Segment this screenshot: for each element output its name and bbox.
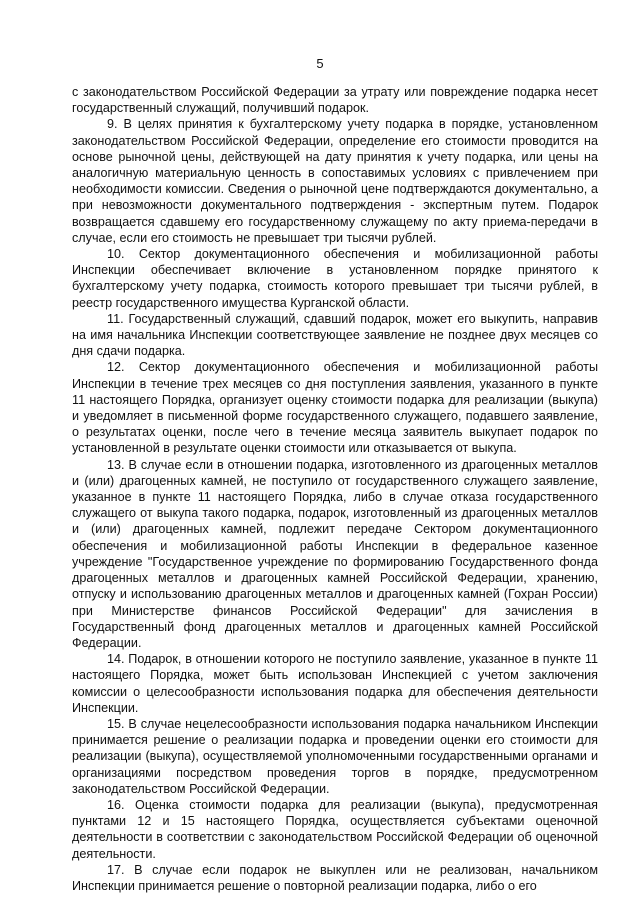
page-number: 5 (316, 56, 324, 71)
paragraph-9: 9. В целях принятия к бухгалтерскому учету подарка в порядке, установленном законодательством Российской Федерации, определение его стоимости проводится на основе рыночной цены, действующей на дату принятия к учету подарка, или цены на аналогичную материальную ценность в сопоставимых условиях с привлечением при необходимости комиссии. Сведения о рыночной цене подтверждаются документально, а при невозможности документального подтверждения - экспертным путем. Подарок возвращается сдавшему его государственному служащему по акту приема-передачи в случае, если его стоимость не превышает три тысячи рублей. (72, 117, 598, 245)
paragraph-continuation: с законодательством Российской Федерации за утрату или повреждение подарка несет государственный служащий, получивший подарок. (72, 85, 598, 116)
paragraph-16: 16. Оценка стоимости подарка для реализации (выкупа), предусмотренная пунктами 12 и 15 настоящего Порядка, осуществляется субъектами оценочной деятельности в соответствии с законодательством Российской Федерации об оценочной деятельности. (72, 797, 598, 861)
paragraph-12: 12. Сектор документационного обеспечения и мобилизационной работы Инспекции в течение трех месяцев со дня поступления заявления, указанного в пункте 11 настоящего Порядка, организует оценку стоимости подарка для реализации (выкупа) и уведомляет в письменной форме государственного служащего, подавшего заявление, о результатах оценки, после чего в течение месяца заявитель выкупает подарок по установленной в результате оценки стоимости или отказывается от выкупа. (72, 360, 598, 456)
paragraph-15: 15. В случае нецелесообразности использования подарка начальником Инспекции принимается решение о реализации подарка и проведении оценки его стоимости для реализации (выкупа), осуществляемой уполномоченными государственными органами и организациями посредством проведения торгов в порядке, предусмотренном законодательством Российской Федерации. (72, 716, 598, 796)
document-body (72, 84, 598, 894)
paragraph-10: 10. Сектор документационного обеспечения и мобилизационной работы Инспекции обеспечивает включение в установленном порядке принятого к бухгалтерскому учету подарка, стоимость которого превышает три тысячи рублей, в реестр государственного имущества Курганской области. (72, 247, 598, 310)
paragraph-17: 17. В случае если подарок не выкуплен или не реализован, начальником Инспекции принимается решение о повторной реализации подарка, либо о его (72, 862, 598, 893)
paragraph-13: 13. В случае если в отношении подарка, изготовленного из драгоценных металлов и (или) драгоценных камней, не поступило от государственного служащего заявление, указанное в пункте 11 настоящего Порядка, либо в случае отказа государственного служащего от выкупа такого подарка, подарок, изготовленный из драгоценных металлов и (или) драгоценных камней, подлежит передаче Сектором документационного обеспечения и мобилизационной работы Инспекции в федеральное казенное учреждение "Государственное учреждение по формированию Государственного фонда драгоценных металлов и драгоценных камней Российской Федерации, хранению, отпуску и использованию драгоценных металлов и драгоценных камней (Гохран России) при Министерстве финансов Российской Федерации" для зачисления в Государственный фонд драгоценных металлов и драгоценных камней Российской Федерации. (72, 457, 598, 650)
paragraph-14: 14. Подарок, в отношении которого не поступило заявление, указанное в пункте 11 настоящего Порядка, может быть использован Инспекцией с учетом заключения комиссии о целесообразности использования подарка для обеспечения деятельности Инспекции. (72, 652, 598, 715)
paragraph-11: 11. Государственный служащий, сдавший подарок, может его выкупить, направив на имя начальника Инспекции соответствующее заявление не позднее двух месяцев со дня сдачи подарка. (72, 311, 598, 359)
